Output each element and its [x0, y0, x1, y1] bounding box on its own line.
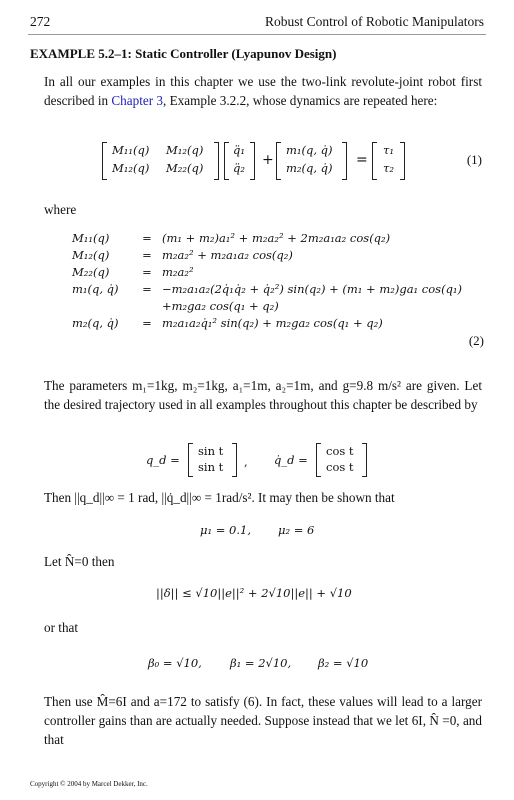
tau-vector — [372, 140, 406, 184]
final-paragraph: Then use M̂=6I and a=172 to satisfy (6). In fact, these values will lead to a larger controller gains than are actually needed. Suppose instead that we let 6I, N̂ =0, and that — [44, 694, 482, 747]
page-number: 272 — [30, 14, 51, 29]
chapter-3-link[interactable]: Chapter 3 — [111, 93, 164, 108]
qdot-d-label: q̇_d = — [274, 453, 308, 467]
let-line: Let N̂=0 then — [44, 554, 115, 569]
then-paragraph: Then ||q_d||∞ = 1 rad, ||q̇_d||∞ = 1rad/s². It may then be shown that — [44, 490, 395, 505]
equation-2-row — [72, 297, 462, 314]
delta-inequality: ||δ|| ≤ √10||e||² + 2√10||e|| + √10 — [156, 586, 352, 600]
equation-2-row — [72, 263, 462, 280]
tau1: τ₁ — [383, 143, 394, 157]
example-title: EXAMPLE 5.2–1: Static Controller (Lyapunov Design) — [30, 46, 337, 61]
qdd-vector — [224, 140, 256, 184]
equation-2-lhs — [72, 297, 132, 314]
or-that: or that — [44, 620, 79, 635]
equation-2-equals: = — [142, 247, 152, 262]
equation-2-equals: = — [142, 264, 152, 279]
m22: M₂₂(q) — [166, 161, 204, 175]
equation-2-table — [72, 229, 462, 331]
equation-2-equals: = — [142, 230, 152, 245]
qdot-d-top: cos t — [326, 444, 354, 458]
qd-top: sin t — [198, 444, 224, 458]
m2-entry: m₂(q, q̇) — [286, 161, 333, 175]
equation-2-row — [72, 246, 462, 263]
m11: M₁₁(q) — [112, 143, 150, 157]
equation-2-row — [72, 229, 462, 246]
header-rule — [28, 34, 486, 35]
traj-comma: , — [244, 455, 248, 469]
equation-number-1: (1) — [466, 152, 482, 167]
m21: M₁₂(q) — [112, 161, 150, 175]
equation-2-rhs: (m₁ + m₂)a₁² + m₂a₂² + 2m₂a₁a₂ cos(q₂) — [162, 230, 391, 245]
equation-2 — [72, 229, 484, 348]
equation-2-lhs: M₂₂(q) — [72, 264, 110, 279]
equation-2-rhs: −m₂a₁a₂(2q̇₁q̇₂ + q̇₂²) sin(q₂) + (m₁ + m₂)ga₁ cos(q₁) — [162, 281, 463, 296]
equation-2-equals — [132, 297, 162, 314]
mu2: μ₂ = 6 — [278, 523, 315, 537]
plus-sign: + — [262, 152, 274, 168]
equation-2-lhs: M₁₂(q) — [72, 247, 110, 262]
equation-2-row — [72, 314, 462, 331]
m-vector — [276, 140, 348, 184]
beta2: β₂ = √10 — [318, 656, 369, 670]
equation-2-rhs: m₂a₂² + m₂a₁a₂ cos(q₂) — [162, 247, 293, 262]
equation-2-rhs: m₂a₂² — [162, 264, 194, 279]
qd-bottom: sin t — [198, 460, 224, 474]
equation-2-lhs: M₁₁(q) — [72, 230, 110, 245]
mass-matrix — [102, 140, 220, 184]
equation-1 — [102, 140, 482, 184]
mu1: μ₁ = 0.1, — [200, 523, 251, 537]
beta0: β₀ = √10, — [148, 656, 202, 670]
qd-label: q_d = — [146, 453, 180, 467]
equation-2-row — [72, 280, 462, 297]
intro-text-before: In all our examples in this chapter we use the two-link revolute-joint robot first described in — [44, 74, 482, 108]
m12: M₁₂(q) — [166, 143, 204, 157]
equation-2-equals: = — [142, 281, 152, 296]
desired-trajectory — [146, 441, 386, 481]
qdd1: q̈₁ — [233, 143, 245, 157]
equals-sign: = — [356, 152, 368, 168]
equation-2-lhs: m₂(q, q̇) — [72, 315, 119, 330]
qdot-d-bottom: cos t — [326, 460, 354, 474]
tau2: τ₂ — [383, 161, 394, 175]
copyright-footer: Copyright © 2004 by Marcel Dekker, Inc. — [30, 780, 148, 788]
parameters-paragraph: The parameters m₁=1kg, m₂=1kg, a₁=1m, a₂=1m, and g=9.8 m/s² are given. Let the desired trajectory used in all examples throughout this chapter be described by — [44, 378, 482, 412]
beta1: β₁ = 2√10, — [230, 656, 292, 670]
equation-2-equals: = — [142, 315, 152, 330]
m1-entry: m₁(q, q̇) — [286, 143, 333, 157]
equation-2-rhs: +m₂ga₂ cos(q₁ + q₂) — [162, 298, 279, 313]
equation-2-lhs: m₁(q, q̇) — [72, 281, 119, 296]
intro-paragraph — [44, 72, 482, 110]
qdd2: q̈₂ — [233, 161, 245, 175]
running-title: Robust Control of Robotic Manipulators — [265, 14, 484, 29]
intro-text-after: , Example 3.2.2, whose dynamics are repeated here: — [163, 93, 438, 108]
where-label: where — [44, 202, 77, 217]
equation-number-2: (2) — [468, 333, 484, 348]
equation-2-rhs: m₂a₁a₂q̇₁² sin(q₂) + m₂ga₂ cos(q₁ + q₂) — [162, 315, 383, 330]
